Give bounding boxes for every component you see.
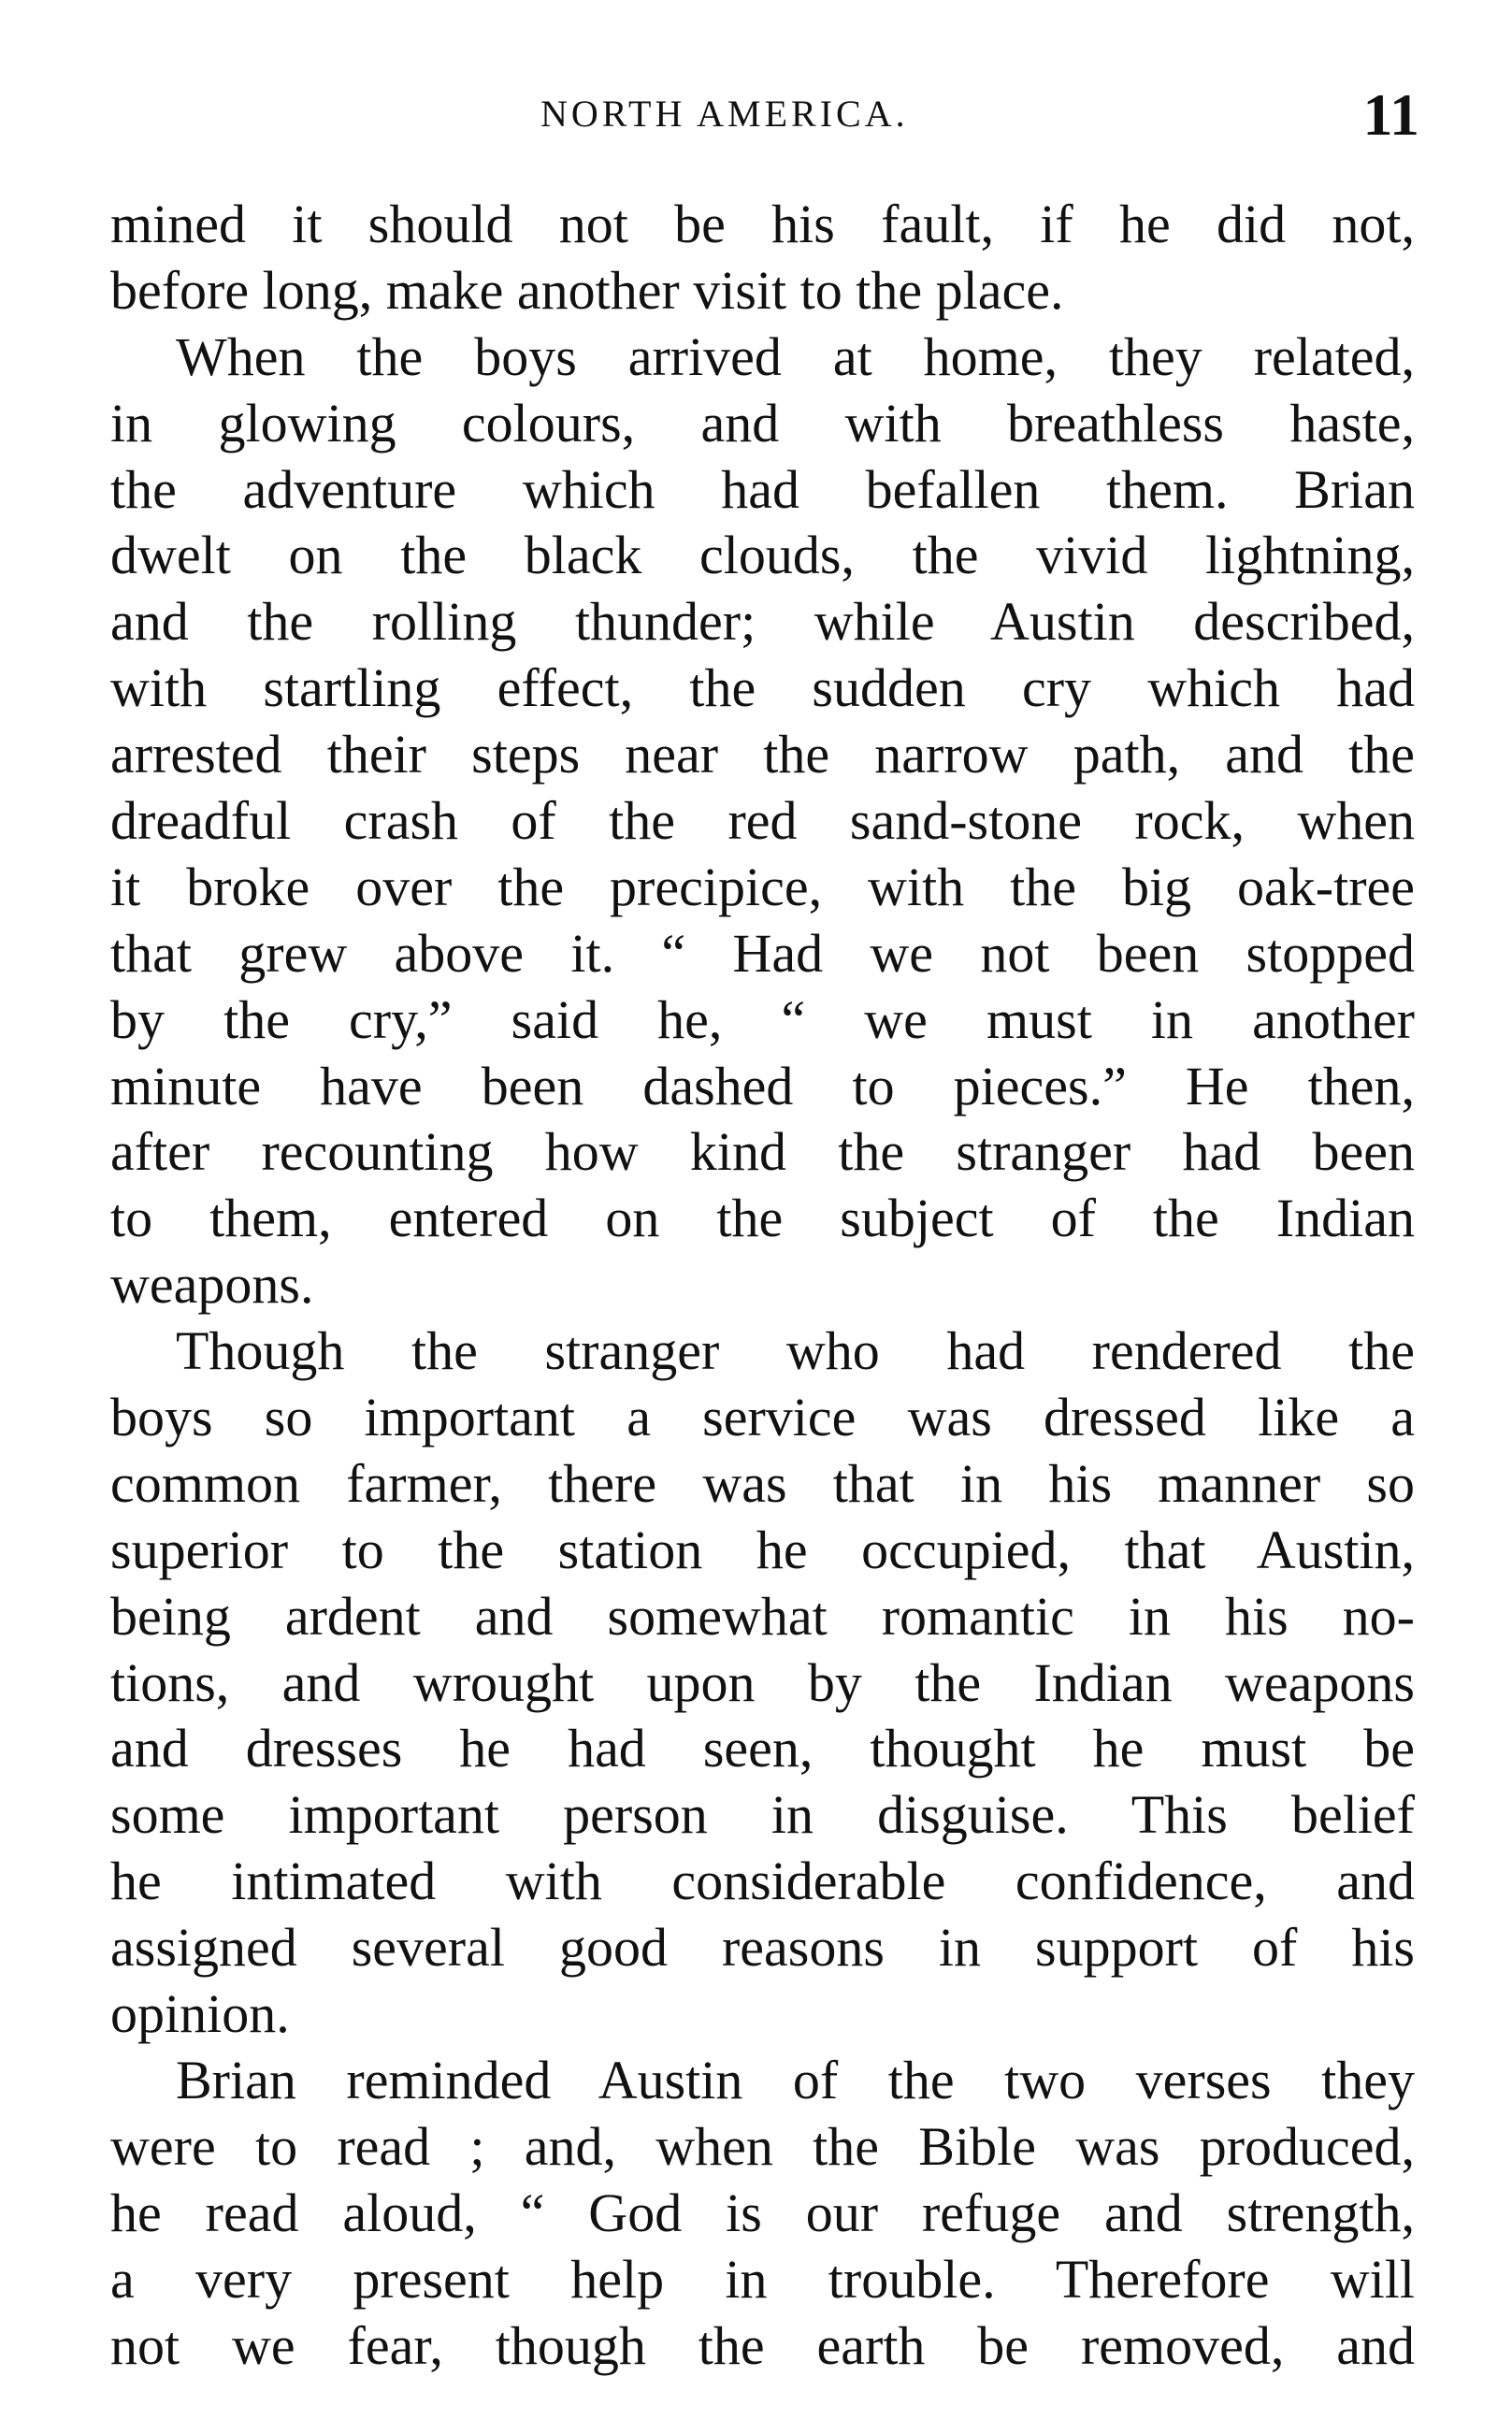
text-line: common farmer, there was that in his manner so <box>110 1452 1415 1514</box>
text-line: mined it should not be his fault, if he did not, <box>110 194 1415 254</box>
text-line: boys so important a service was dressed like a <box>110 1387 1415 1448</box>
text-line: tions, and wrought upon by the Indian weapons <box>110 1651 1415 1713</box>
text-line: it broke over the precipice, with the big oak-tree <box>110 856 1415 917</box>
text-line: arrested their steps near the narrow path, and the <box>110 724 1415 785</box>
text-line: in glowing colours, and with breathless haste, <box>110 392 1415 454</box>
text-line: Though the stranger who had rendered the <box>176 1320 1415 1382</box>
text-line: weapons. <box>110 1254 314 1316</box>
text-line: some important person in disguise. This belief <box>110 1784 1415 1846</box>
text-line: that grew above it. “ Had we not been stopped <box>110 922 1415 984</box>
text-line: with startling effect, the sudden cry which had <box>110 657 1415 719</box>
text-line: When the boys arrived at home, they related, <box>176 325 1415 387</box>
text-line: minute have been dashed to pieces.” He then, <box>110 1055 1415 1116</box>
text-line: and dresses he had seen, thought he must be <box>110 1718 1415 1779</box>
text-line: he intimated with considerable confidence, and <box>110 1851 1415 1912</box>
text-line: dreadful crash of the red sand-stone rock, when <box>110 790 1415 852</box>
text-line: to them, entered on the subject of the Indian <box>110 1188 1415 1249</box>
page-number: 11 <box>1362 81 1419 148</box>
running-head <box>110 81 1419 151</box>
text-line: assigned several good reasons in support of his <box>110 1917 1415 1979</box>
text-line: superior to the station he occupied, that Austin, <box>110 1519 1415 1580</box>
text-line: opinion. <box>110 1983 290 2045</box>
running-title: NORTH AMERICA. <box>540 93 909 135</box>
text-line: the adventure which had befallen them. Brian <box>110 458 1415 520</box>
text-line: a very present help in trouble. Therefore will <box>110 2248 1415 2310</box>
text-line: being ardent and somewhat romantic in his no- <box>110 1585 1415 1647</box>
text-line: not we fear, though the earth be removed, and <box>110 2314 1415 2376</box>
text-line: he read aloud, “ God is our refuge and strength, <box>110 2182 1415 2243</box>
text-line: Brian reminded Austin of the two verses they <box>176 2049 1415 2110</box>
text-line: before long, make another visit to the place. <box>110 259 1064 321</box>
text-line: were to read ; and, when the Bible was produced, <box>110 2115 1415 2177</box>
text-line: by the cry,” said he, “ we must in another <box>110 988 1415 1050</box>
text-line: after recounting how kind the stranger had been <box>110 1121 1415 1183</box>
body-text <box>110 192 1415 2379</box>
text-line: and the rolling thunder; while Austin described, <box>110 591 1415 653</box>
text-line: dwelt on the black clouds, the vivid lightning, <box>110 525 1415 586</box>
